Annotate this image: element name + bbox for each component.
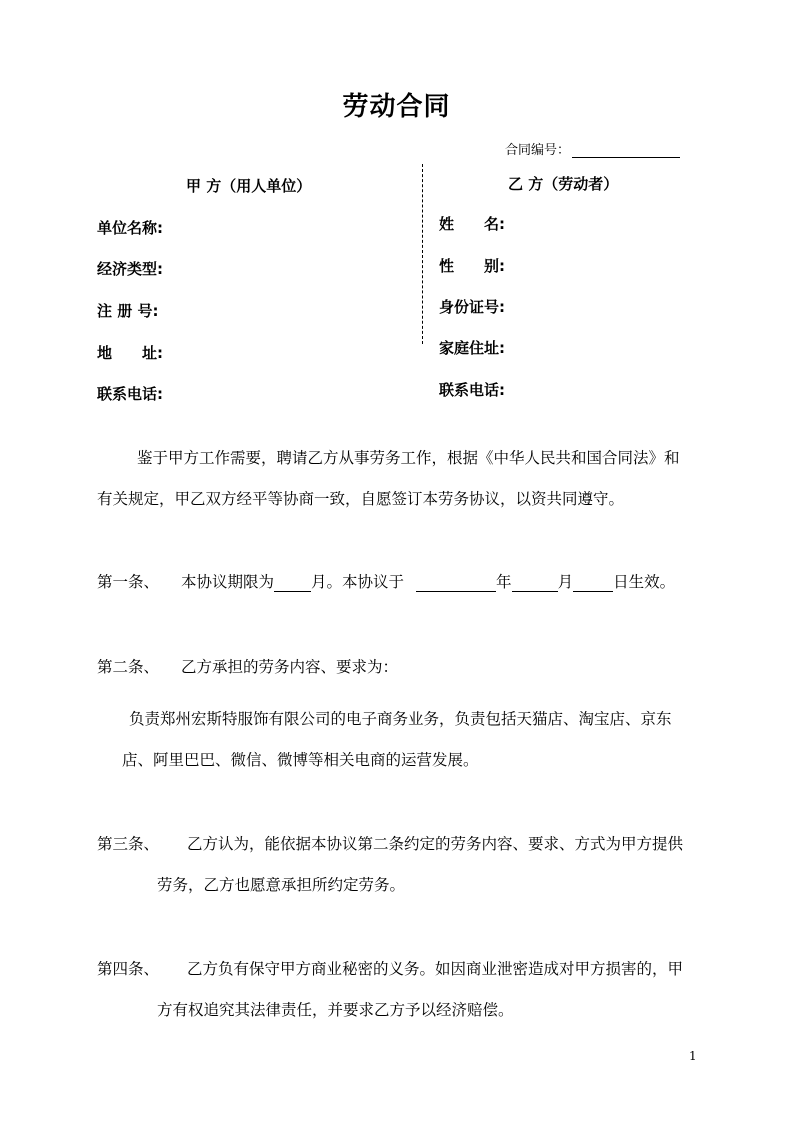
article-3-line-2: 劳务，乙方也愿意承担所约定劳务。 — [157, 876, 406, 894]
article-3-label: 第三条、 — [97, 835, 160, 853]
party-a-field-address: 地 址: — [97, 344, 163, 362]
intro-line-1: 鉴于甲方工作需要，聘请乙方从事劳务工作，根据《中华人民共和国合同法》和 — [137, 449, 680, 467]
party-a-field-economic-type: 经济类型: — [97, 260, 163, 278]
article-1 — [97, 570, 675, 592]
party-a-field-registration: 注 册 号: — [97, 302, 159, 320]
article-1-text-2: 月。本协议于 — [311, 573, 405, 591]
article-4-label: 第四条、 — [97, 960, 160, 978]
article-1-text-4: 月 — [557, 573, 574, 591]
party-b-field-id-number: 身份证号: — [439, 298, 505, 316]
article-2-text: 乙方承担的劳务内容、要求为： — [181, 658, 399, 676]
article-2 — [97, 655, 398, 677]
article-4-line-2: 方有权追究其法律责任，并要求乙方予以经济赔偿。 — [157, 1001, 514, 1019]
party-b-field-home-address: 家庭住址: — [439, 339, 505, 357]
page-number: 1 — [689, 1049, 697, 1063]
party-a-heading: 甲 方（用人单位） — [186, 177, 312, 195]
contract-number-blank — [572, 143, 680, 158]
contract-number — [505, 139, 680, 158]
article-4-line-1: 乙方负有保守甲方商业秘密的义务。如因商业泄密造成对甲方损害的，甲 — [187, 960, 684, 978]
party-b-heading: 乙 方（劳动者） — [508, 175, 619, 193]
document-title: 劳动合同 — [342, 92, 451, 122]
start-year-blank — [416, 575, 496, 592]
party-a-field-name: 单位名称: — [97, 219, 163, 237]
start-day-blank — [573, 575, 613, 592]
party-b-field-name: 姓 名: — [439, 215, 505, 233]
party-divider — [422, 164, 423, 344]
article-3-line-1: 乙方认为，能依据本协议第二条约定的劳务内容、要求、方式为甲方提供 — [187, 835, 684, 853]
article-1-text-3: 年 — [496, 573, 512, 591]
article-2-detail-line-2: 店、阿里巴巴、微信、微博等相关电商的运营发展。 — [122, 751, 479, 769]
party-b-field-gender: 性 别: — [439, 257, 505, 275]
contract-number-label: 合同编号： — [505, 143, 571, 158]
article-1-text-1: 本协议期限为 — [181, 573, 275, 591]
party-b-field-phone: 联系电话: — [439, 381, 505, 399]
party-a-field-phone: 联系电话: — [97, 385, 163, 403]
article-4 — [97, 957, 683, 979]
article-3 — [97, 832, 683, 854]
term-months-blank — [274, 575, 311, 592]
article-2-detail-line-1: 负责郑州宏斯特服饰有限公司的电子商务业务，负责包括天猫店、淘宝店、京东 — [129, 710, 672, 728]
article-1-label: 第一条、 — [97, 573, 160, 591]
article-1-text-5: 日生效。 — [613, 573, 676, 591]
article-2-label: 第二条、 — [97, 658, 160, 676]
start-month-blank — [512, 575, 558, 592]
intro-line-2: 有关规定，甲乙双方经平等协商一致，自愿签订本劳务协议，以资共同遵守。 — [97, 490, 625, 508]
